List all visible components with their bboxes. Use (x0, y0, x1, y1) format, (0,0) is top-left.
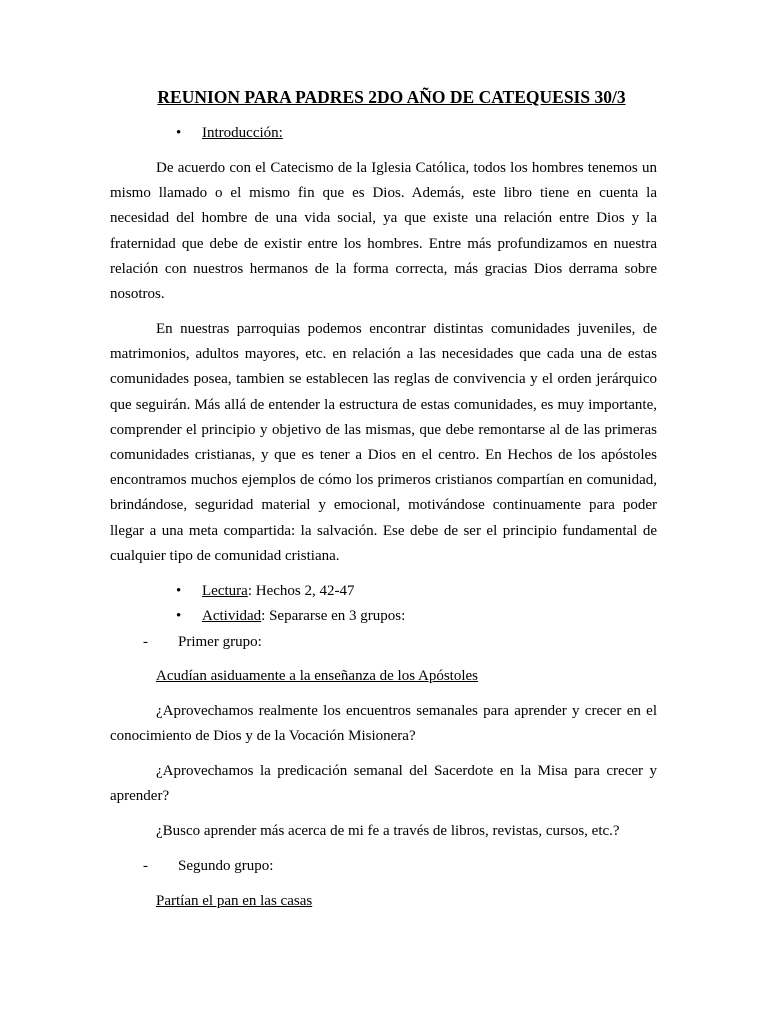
bullet-icon: • (176, 608, 182, 624)
actividad-line (202, 606, 405, 626)
question-2: ¿Aprovechamos la predicación semanal del Sacerdote en la Misa para crecer y aprender? (110, 763, 657, 805)
actividad-text: : Separarse en 3 grupos: (261, 608, 406, 624)
paragraph-comunidades: En nuestras parroquias podemos encontrar distintas comunidades juveniles, de matrimonios, adultos mayores, etc. en relación a las necesidades que cada una de estas comunidades posea, tambien se establecen las reglas de convivencia y el orden jerárquico que seguirán. Más allá de entender la estructura de estas comunidades, es muy importante, comprender el principio y objetivo de las mismas, que debe remontarse al de las primeras comunidades cristianas, y que es tener a Dios en el centro. En Hechos de los apóstoles encontramos muchos ejemplos de cómo los primeros cristianos compartían en comunidad, brindándose, seguridad material y emocional, motivándose continuamente para poder llegar a una meta compartida: la salvación. Ese debe de ser el principio fundamental de cualquier tipo de comunidad cristiana. (110, 321, 657, 564)
intro-label: Introducción: (202, 125, 283, 141)
lectura-line (202, 581, 354, 601)
question-1: ¿Aprovechamos realmente los encuentros semanales para aprender y crecer en el conocimiento de Dios y de la Vocación Misionera? (110, 703, 657, 745)
bullet-icon: • (176, 583, 182, 599)
lectura-text: : Hechos 2, 42-47 (247, 583, 355, 599)
bullet-icon: • (176, 125, 182, 141)
group-2-label: Segundo grupo: (178, 858, 274, 874)
group-2-heading: Partían el pan en las casas (156, 893, 313, 909)
paragraph-intro: De acuerdo con el Catecismo de la Iglesia Católica, todos los hombres tenemos un mismo llamado o el mismo fin que es Dios. Además, este libro tiene en cuenta la necesidad del hombre de una vida social, ya que existe una relación entre Dios y la fraternidad que debe de existir entre los hombres. Entre más profundizamos en nuestra relación con nuestros hermanos de la forma correcta, más gracias Dios derrama sobre nosotros. (110, 160, 657, 303)
group-1-label: Primer grupo: (178, 634, 262, 650)
question-3: ¿Busco aprender más acerca de mi fe a través de libros, revistas, cursos, etc.? (156, 823, 620, 839)
lectura-label: Lectura (202, 583, 248, 599)
group-1-heading: Acudían asiduamente a la enseñanza de los Apóstoles (156, 668, 478, 684)
document-title: REUNION PARA PADRES 2DO AÑO DE CATEQUESIS 30/3 (157, 87, 626, 107)
dash-icon: - (143, 634, 148, 650)
actividad-label: Actividad (202, 608, 262, 624)
dash-icon: - (143, 858, 148, 874)
